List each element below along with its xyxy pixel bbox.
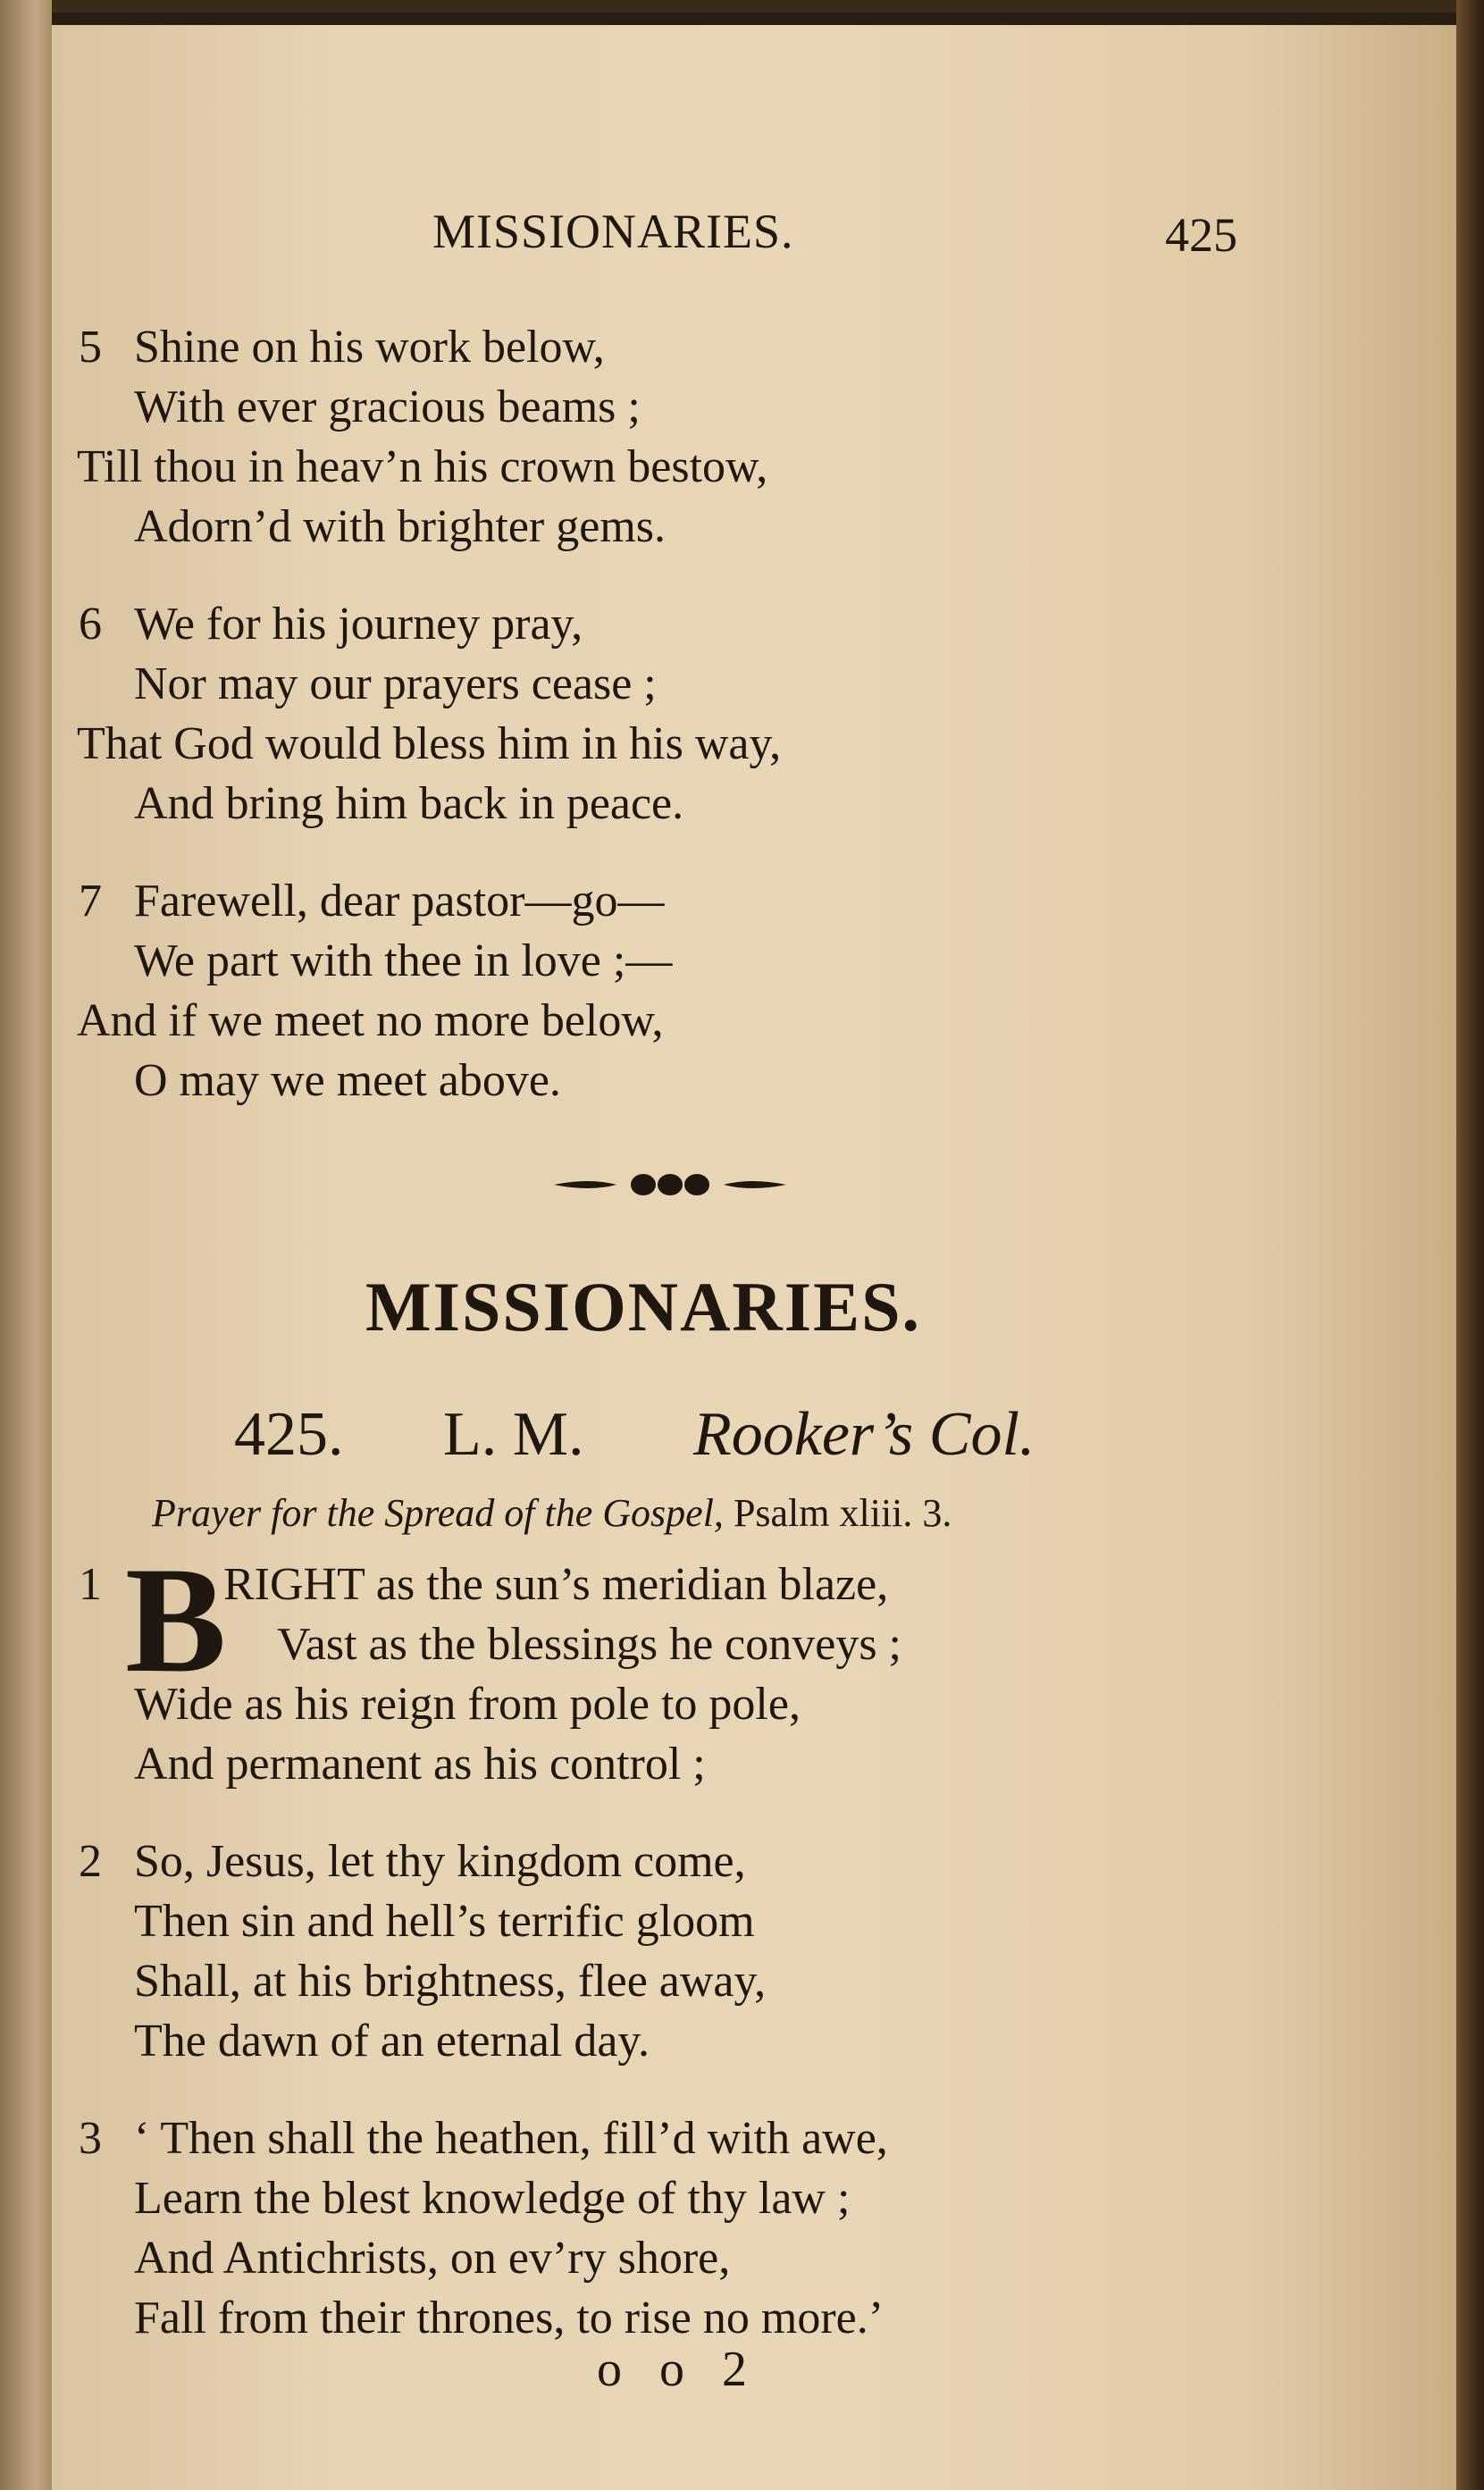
page-number: 425 [1165, 208, 1237, 262]
drop-cap: B [125, 1536, 227, 1704]
verse-line: The dawn of an eternal day. [134, 2016, 650, 2067]
verse-line: Shall, at his brightness, flee away, [134, 1956, 767, 2007]
verse-line: Farewell, dear pastor—go— [134, 876, 665, 926]
verse-line: That God would bless him in his way, [77, 718, 782, 769]
scripture-reference: Psalm xliii. 3. [733, 1491, 952, 1535]
verse-number: 5 [79, 322, 102, 373]
verse-line: And if we meet no more below, [77, 995, 664, 1046]
verse-line: We part with thee in love ;— [134, 935, 673, 986]
subtitle-text: Prayer for the Spread of the Gospel, [152, 1491, 724, 1535]
verse-line: And Antichrists, on ev’ry shore, [134, 2233, 731, 2284]
running-title: MISSIONARIES. [432, 205, 794, 258]
hymn-meter: L. M. [443, 1400, 584, 1469]
verse-number: 3 [79, 2113, 102, 2164]
verse-line: With ever gracious beams ; [134, 381, 641, 432]
verse-line: RIGHT as the sun’s meridian blaze, [223, 1559, 889, 1610]
verse-line: We for his journey pray, [134, 599, 583, 650]
verse-line: And bring him back in peace. [134, 778, 684, 829]
ornament-divider [554, 1167, 786, 1203]
verse-line: Learn the blest knowledge of thy law ; [134, 2173, 851, 2224]
verse-line: Nor may our prayers cease ; [134, 658, 657, 709]
verse-number: 7 [79, 876, 102, 926]
hymn-number: 425. [234, 1400, 344, 1469]
verse-line: Adorn’d with brighter gems. [134, 501, 667, 552]
section-title: MISSIONARIES. [365, 1268, 921, 1346]
verse-line: Till thou in heav’n his crown bestow, [77, 441, 768, 492]
hymn-subtitle [152, 1490, 952, 1536]
verse-line: Shine on his work below, [134, 322, 605, 373]
verse-line: O may we meet above. [134, 1055, 561, 1106]
book-edge [1456, 0, 1484, 2490]
verse-number: 6 [79, 599, 102, 650]
verse-number: 2 [79, 1836, 102, 1887]
signature-mark: o o 2 [597, 2342, 759, 2397]
verse-line: So, Jesus, let thy kingdom come, [134, 1836, 746, 1887]
verse-number: 1 [79, 1559, 102, 1610]
verse-line: And permanent as his control ; [134, 1739, 706, 1790]
verse-line: ‘ Then shall the heathen, fill’d with awe, [134, 2113, 888, 2164]
verse-line: Vast as the blessings he conveys ; [277, 1619, 902, 1670]
page-gutter [0, 0, 52, 2490]
verse-line: Fall from their thrones, to rise no more.’ [134, 2293, 885, 2343]
verse-line: Then sin and hell’s terrific gloom [134, 1896, 755, 1947]
verse-line: Wide as his reign from pole to pole, [134, 1679, 801, 1730]
hymn-source: Rooker’s Col. [693, 1400, 1035, 1469]
